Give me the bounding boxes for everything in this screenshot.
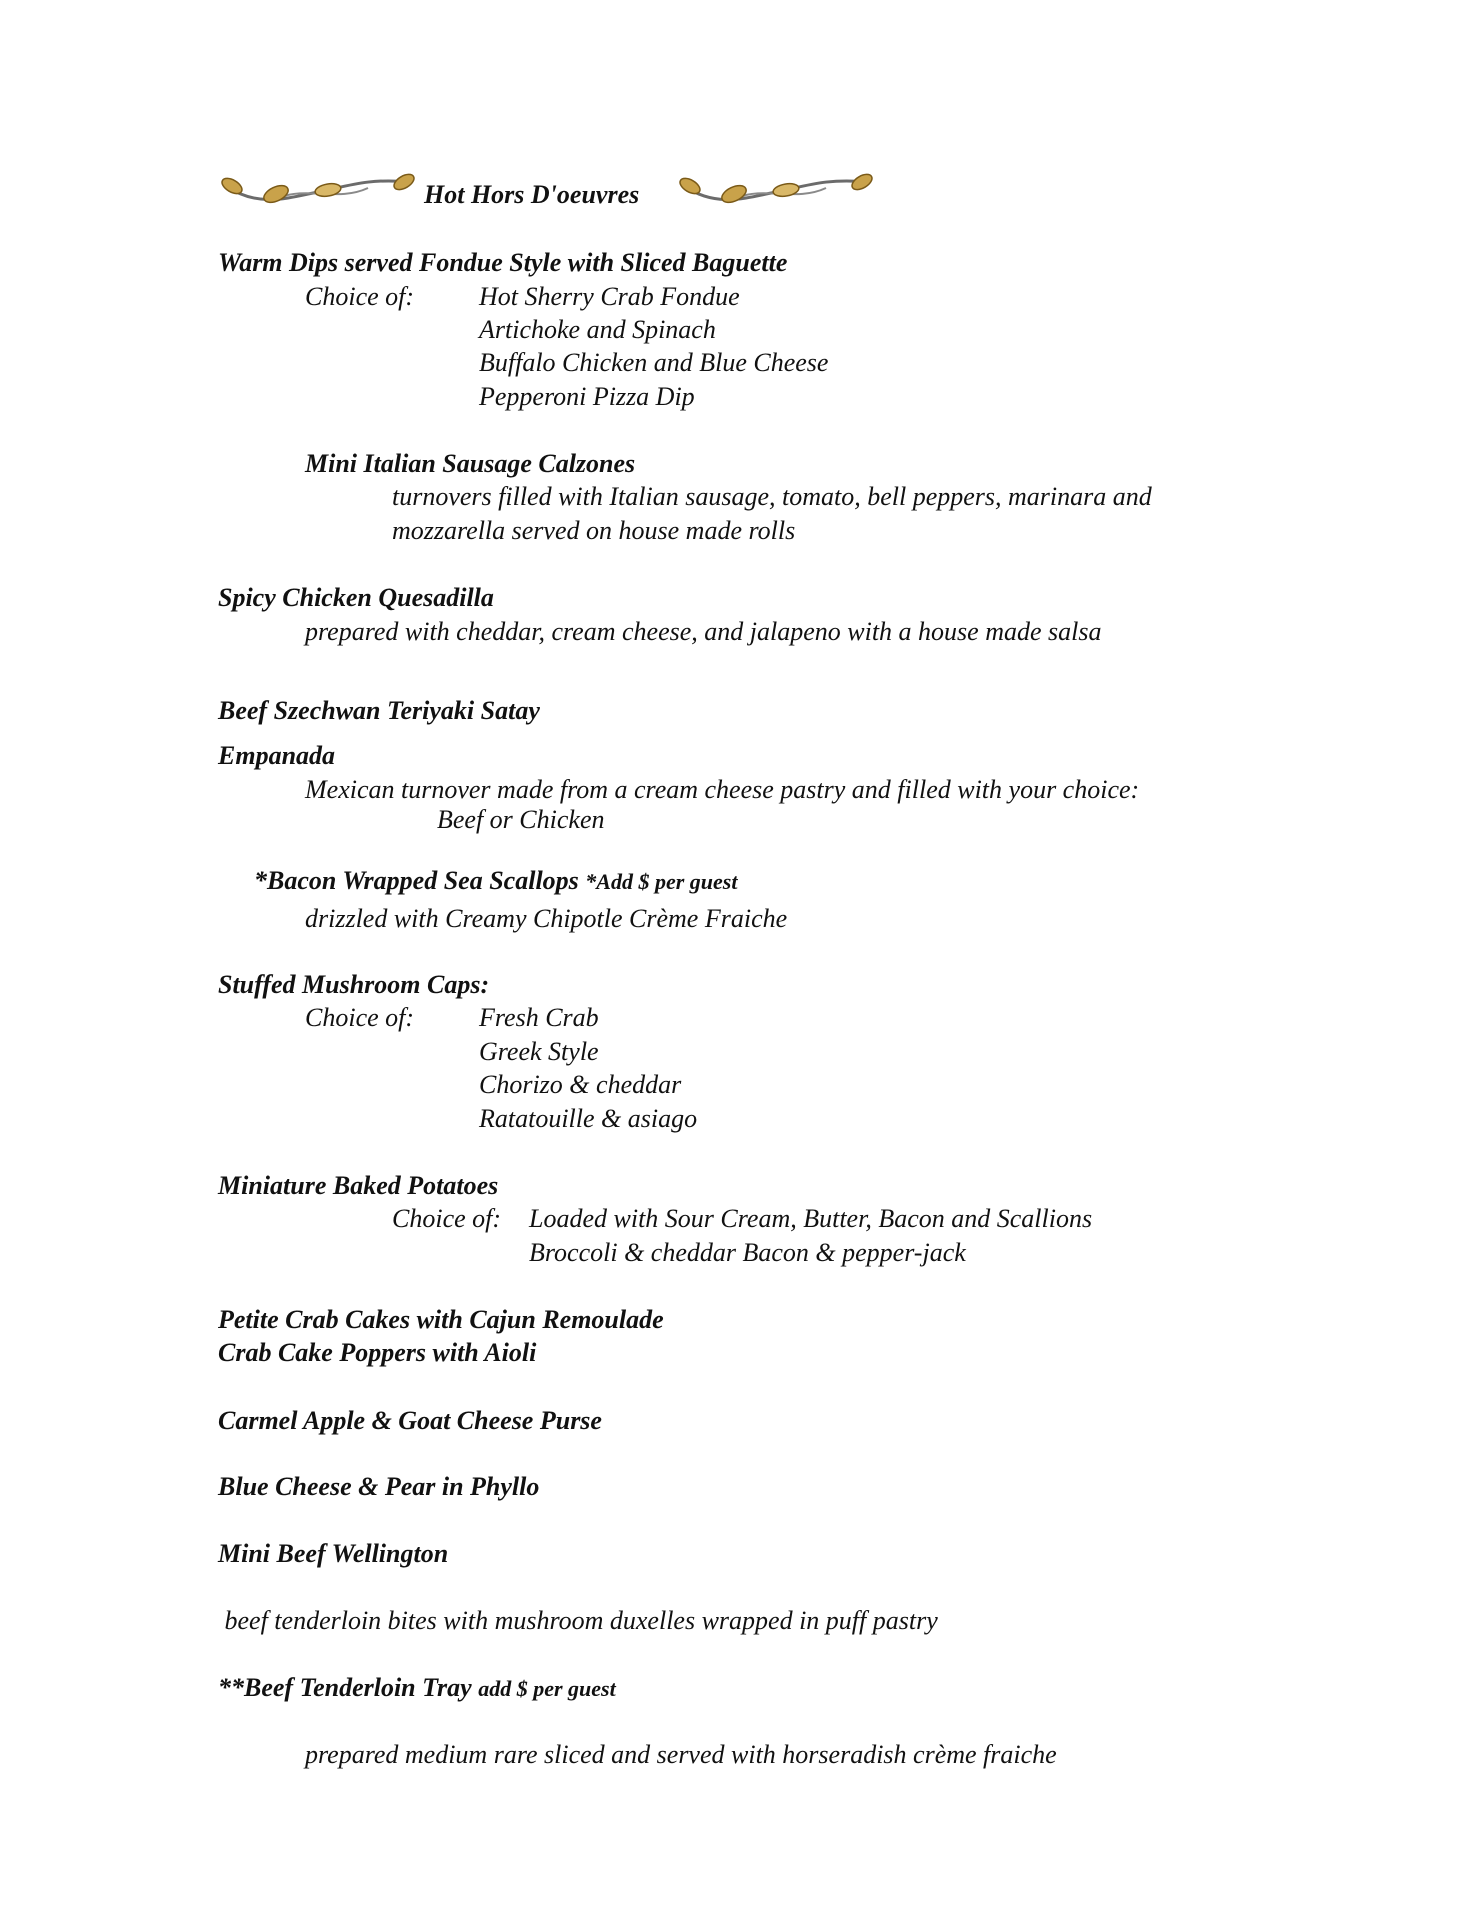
- warm-dips-option: Artichoke and Spinach: [479, 315, 716, 344]
- tenderloin-price-note: add $ per guest: [478, 1676, 616, 1701]
- mushrooms-option: Fresh Crab: [479, 1003, 599, 1032]
- scallops-title: *Bacon Wrapped Sea Scallops: [254, 866, 579, 895]
- calzones-desc: mozzarella served on house made rolls: [392, 516, 796, 545]
- scallops-desc: drizzled with Creamy Chipotle Crème Fraiche: [305, 904, 788, 933]
- warm-dips-option: Pepperoni Pizza Dip: [479, 382, 695, 411]
- potatoes-choice-label: Choice of:: [392, 1204, 502, 1233]
- potatoes-option: Broccoli & cheddar Bacon & pepper-jack: [529, 1238, 966, 1267]
- mushrooms-option: Ratatouille & asiago: [479, 1104, 698, 1133]
- crab-poppers-line: Crab Cake Poppers with Aioli: [218, 1338, 537, 1367]
- potatoes-option: Loaded with Sour Cream, Butter, Bacon and Scallions: [529, 1204, 1093, 1233]
- scallops-price-note: *Add $ per guest: [585, 869, 738, 894]
- leaf-vine-ornament-icon: [676, 168, 876, 212]
- tenderloin-title-row: [218, 1673, 616, 1704]
- crab-cakes-line: Petite Crab Cakes with Cajun Remoulade: [218, 1305, 664, 1334]
- tenderloin-desc: prepared medium rare sliced and served with horseradish crème fraiche: [305, 1740, 1057, 1769]
- quesadilla-desc: prepared with cheddar, cream cheese, and jalapeno with a house made salsa: [305, 617, 1102, 646]
- page-title: Hot Hors D'oeuvres: [424, 180, 640, 209]
- mushrooms-option: Chorizo & cheddar: [479, 1070, 682, 1099]
- potatoes-title: Miniature Baked Potatoes: [218, 1171, 499, 1200]
- purse-title: Carmel Apple & Goat Cheese Purse: [218, 1406, 602, 1435]
- mushrooms-title: Stuffed Mushroom Caps:: [218, 970, 490, 999]
- leaf-vine-ornament-icon: [218, 168, 418, 212]
- scallops-title-row: [254, 866, 737, 897]
- warm-dips-option: Buffalo Chicken and Blue Cheese: [479, 348, 829, 377]
- warm-dips-title: Warm Dips served Fondue Style with Sliced Baguette: [218, 248, 788, 277]
- warm-dips-option: Hot Sherry Crab Fondue: [479, 282, 740, 311]
- wellington-desc: beef tenderloin bites with mushroom duxelles wrapped in puff pastry: [218, 1606, 938, 1635]
- empanada-desc: Mexican turnover made from a cream cheese pastry and filled with your choice:: [305, 775, 1140, 804]
- quesadilla-title: Spicy Chicken Quesadilla: [218, 583, 494, 612]
- calzones-desc: turnovers filled with Italian sausage, tomato, bell peppers, marinara and: [392, 482, 1152, 511]
- calzones-title: Mini Italian Sausage Calzones: [305, 449, 636, 478]
- mushrooms-option: Greek Style: [479, 1037, 599, 1066]
- tenderloin-title: **Beef Tenderloin Tray: [218, 1673, 472, 1702]
- wellington-title: Mini Beef Wellington: [218, 1539, 449, 1568]
- phyllo-title: Blue Cheese & Pear in Phyllo: [218, 1472, 540, 1501]
- empanada-title: Empanada: [218, 741, 336, 770]
- satay-title: Beef Szechwan Teriyaki Satay: [218, 696, 540, 725]
- mushrooms-choice-label: Choice of:: [305, 1003, 415, 1032]
- warm-dips-choice-label: Choice of:: [305, 282, 415, 311]
- empanada-choices: Beef or Chicken: [437, 805, 605, 834]
